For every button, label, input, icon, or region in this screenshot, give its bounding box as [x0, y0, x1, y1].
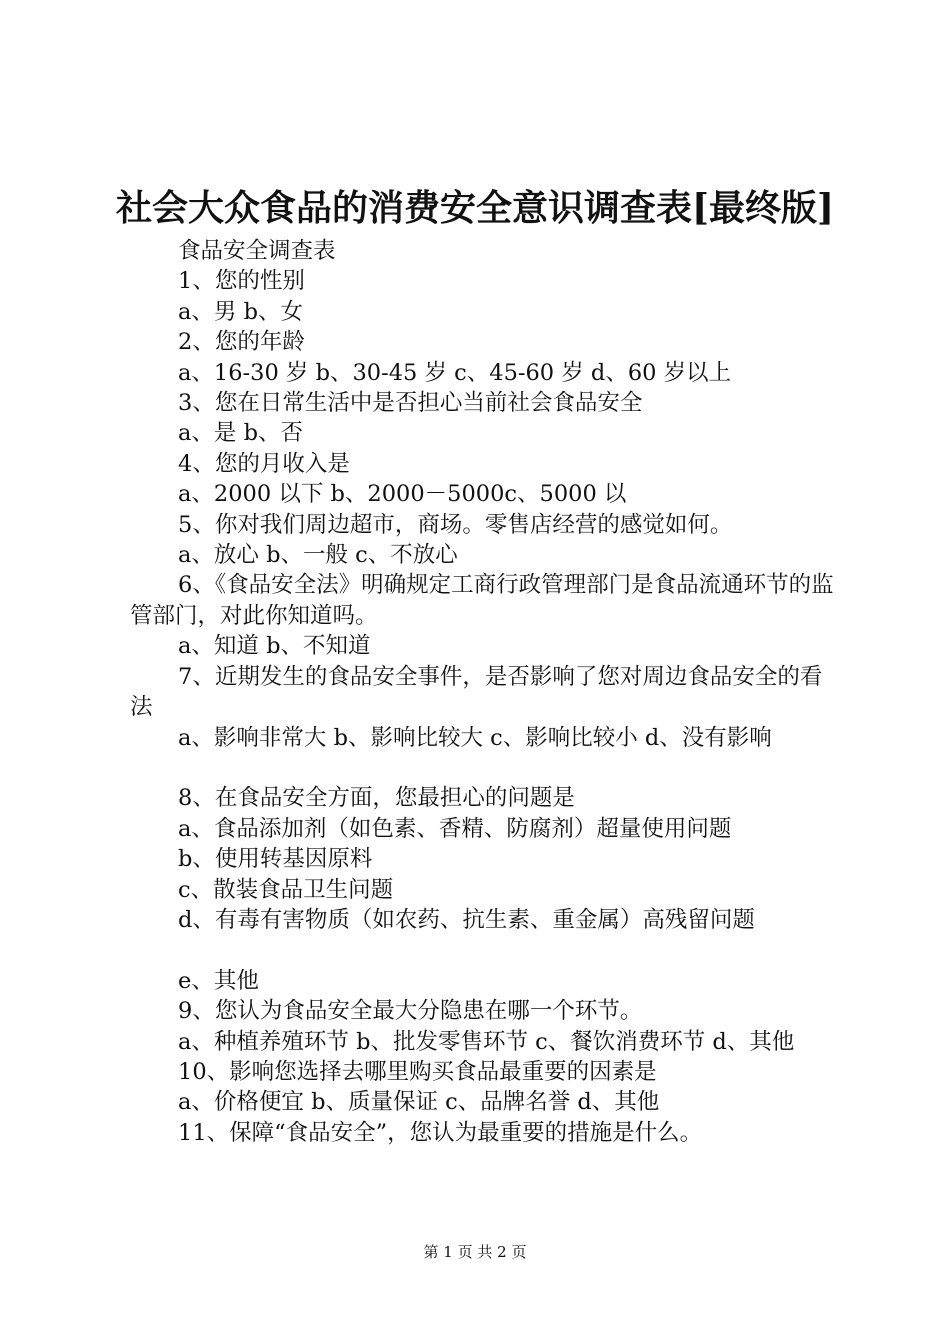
- answer-options-9: a、种植养殖环节 b、批发零售环节 c、餐饮消费环节 d、其他: [178, 1028, 795, 1055]
- answer-options-10: a、价格便宜 b、质量保证 c、品牌名誉 d、其他: [178, 1089, 660, 1116]
- question-8: 8、在食品安全方面，您最担心的问题是: [178, 785, 575, 812]
- question-11: 11、保障“食品安全”，您认为最重要的措施是什么。: [178, 1119, 703, 1146]
- answer-options-3: a、是 b、否: [178, 420, 303, 447]
- page-indicator: 第 1 页 共 2 页: [423, 1243, 527, 1261]
- answer-option-8b: b、使用转基因原料: [178, 846, 373, 873]
- answer-options-7: a、影响非常大 b、影响比较大 c、影响比较小 d、没有影响: [178, 724, 772, 751]
- survey-heading: 食品安全调查表: [178, 238, 336, 264]
- document-body: [130, 236, 834, 1148]
- answer-option-8d: d、有毒有害物质（如农药、抗生素、重金属）高残留问题: [178, 906, 755, 933]
- answer-option-8c: c、散装食品卫生问题: [178, 876, 394, 903]
- question-3: 3、您在日常生活中是否担心当前社会食品安全: [178, 390, 643, 417]
- question-6: 6、《食品安全法》明确规定工商行政管理部门是食品流通环节的监管部门，对此你知道吗。: [130, 572, 834, 629]
- question-5: 5、你对我们周边超市，商场。零售店经营的感觉如何。: [178, 511, 733, 538]
- answer-options-1: a、男 b、女: [178, 298, 303, 325]
- answer-options-6: a、知道 b、不知道: [178, 633, 371, 660]
- page-title: 社会大众食品的消费安全意识调查表[最终版]: [115, 187, 835, 229]
- answer-options-5: a、放心 b、一般 c、不放心: [178, 542, 458, 569]
- question-1: 1、您的性别: [178, 268, 305, 295]
- question-7: 7、近期发生的食品安全事件，是否影响了您对周边食品安全的看法: [130, 663, 823, 721]
- answer-options-2: a、16-30 岁 b、30-45 岁 c、45-60 岁 d、60 岁以上: [178, 359, 732, 386]
- blank-line: [130, 935, 834, 965]
- answer-option-8a: a、食品添加剂（如色素、香精、防腐剂）超量使用问题: [178, 815, 732, 842]
- blank-line: [130, 753, 834, 783]
- question-10: 10、影响您选择去哪里购买食品最重要的因素是: [178, 1058, 657, 1085]
- question-9: 9、您认为食品安全最大分隐患在哪一个环节。: [178, 998, 643, 1025]
- question-4: 4、您的月收入是: [178, 450, 350, 477]
- answer-option-8e: e、其他: [178, 967, 259, 994]
- question-2: 2、您的年龄: [178, 329, 305, 356]
- answer-options-4: a、2000 以下 b、2000－5000c、5000 以: [178, 481, 627, 508]
